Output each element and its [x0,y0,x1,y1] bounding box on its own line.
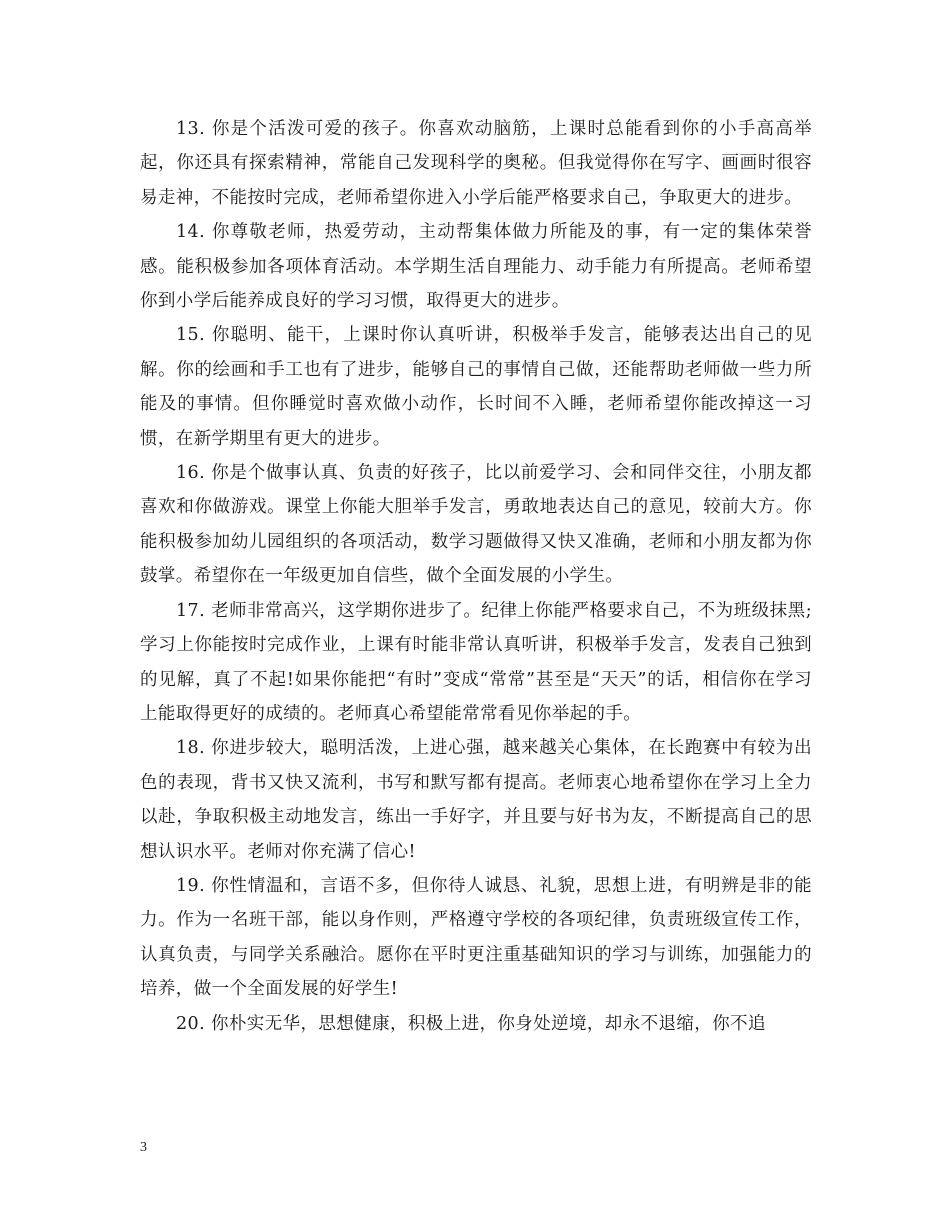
document-body [140,112,812,1041]
paragraph-19: 19. 你性情温和，言语不多，但你待人诚恳、礼貌，思想上进，有明辨是非的能力。作为一名班干部，能以身作则，严格遵守学校的各项纪律，负责班级宣传工作，认真负责，与同学关系融洽。愿你在平时更注重基础知识的学习与训练，加强能力的培养，做一个全面发展的好学生! [140,875,812,1000]
paragraph-15: 15. 你聪明、能干，上课时你认真听讲，积极举手发言，能够表达出自己的见解。你的绘画和手工也有了进步，能够自己的事情自己做，还能帮助老师做一些力所能及的事情。但你睡觉时喜欢做小动作，长时间不入睡，老师希望你能改掉这一习惯，在新学期里有更大的进步。 [140,325,812,449]
paragraph-14: 14. 你尊敬老师，热爱劳动，主动帮集体做力所能及的事，有一定的集体荣誉感。能积极参加各项体育活动。本学期生活自理能力、动手能力有所提高。老师希望你到小学后能养成良好的学习习惯，取得更大的进步。 [140,222,812,312]
paragraph-13: 13. 你是个活泼可爱的孩子。你喜欢动脑筋，上课时总能看到你的小手高高举起，你还具有探索精神，常能自己发现科学的奥秘。但我觉得你在写字、画画时很容易走神，不能按时完成，老师希望你进入小学后能严格要求自己，争取更大的进步。 [140,119,812,208]
page-number: 3 [140,1140,147,1155]
paragraph-17: 17. 老师非常高兴，这学期你进步了。纪律上你能严格要求自己，不为班级抹黑;学习上你能按时完成作业，上课有时能非常认真听讲，积极举手发言，发表自己独到的见解，真了不起!如果你能把“有时”变成“常常”甚至是“天天”的话，相信你在学习上能取得更好的成绩的。老师真心希望能常常看见你举起的手。 [140,600,812,724]
paragraph-20: 20. 你朴实无华，思想健康，积极上进，你身处逆境，却永不退缩，你不追 [176,1013,766,1034]
paragraph-16: 16. 你是个做事认真、负责的好孩子，比以前爱学习、会和同伴交往，小朋友都喜欢和你做游戏。课堂上你能大胆举手发言，勇敢地表达自己的意见，较前大方。你能积极参加幼儿园组织的各项活动，数学习题做得又快又准确，老师和小朋友都为你鼓掌。希望你在一年级更加自信些，做个全面发展的小学生。 [140,463,812,587]
paragraph-18: 18. 你进步较大，聪明活泼，上进心强，越来越关心集体，在长跑赛中有较为出色的表现，背书又快又流利，书写和默写都有提高。老师衷心地希望你在学习上全力以赴，争取积极主动地发言，练出一手好字，并且要与好书为友，不断提高自己的思想认识水平。老师对你充满了信心! [140,738,812,862]
